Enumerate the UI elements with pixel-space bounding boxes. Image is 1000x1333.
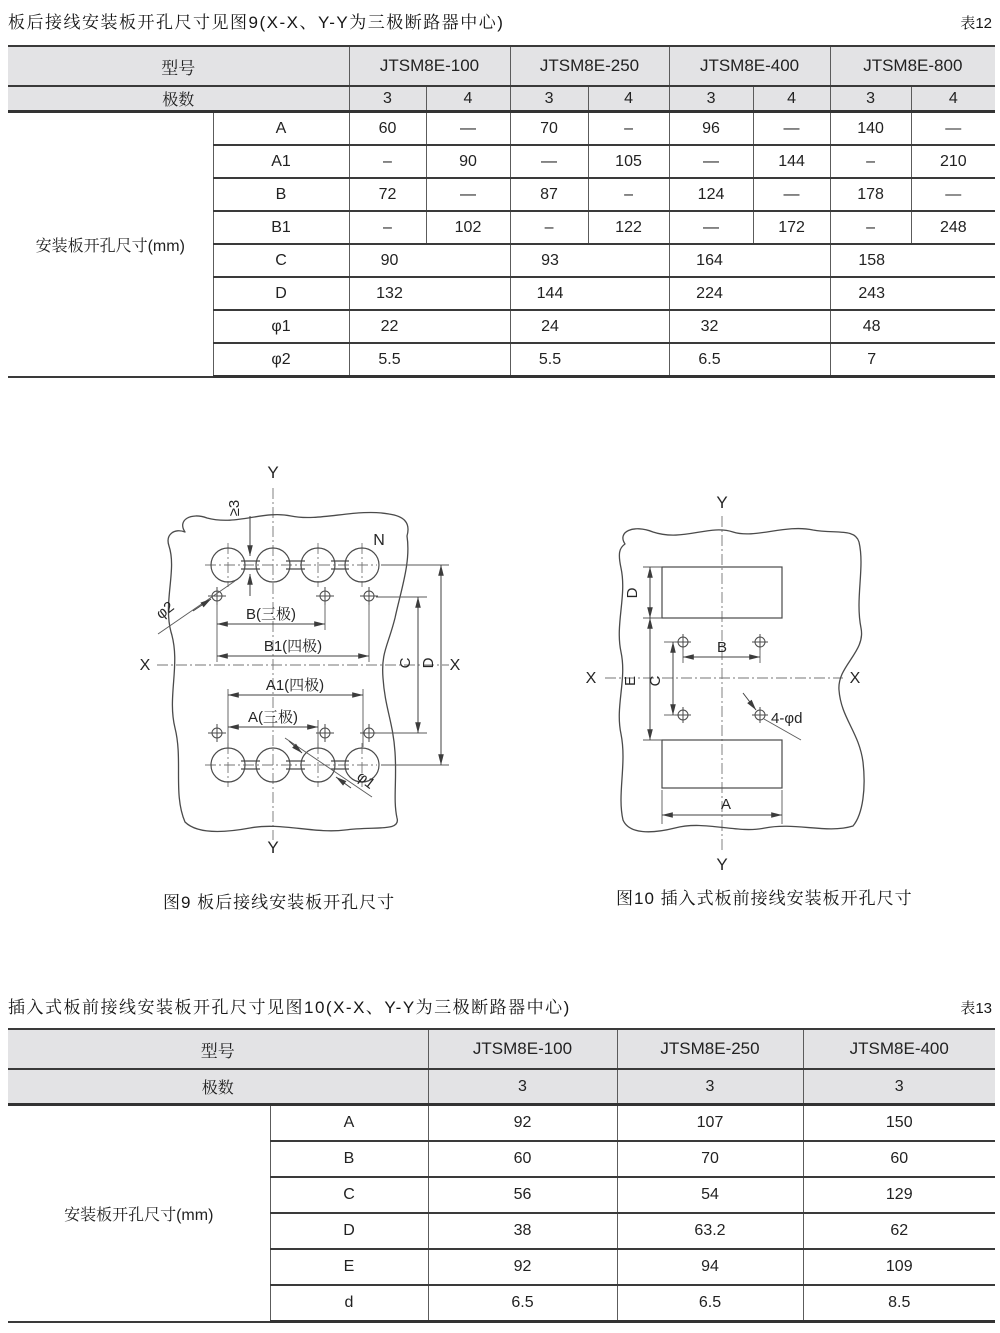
- value-cell: 124: [669, 178, 753, 211]
- value-cell: 94: [617, 1249, 803, 1285]
- table13-poles-row: [8, 1069, 995, 1105]
- model-header-cell: 型号: [8, 46, 349, 86]
- value-cell: 60: [803, 1141, 995, 1177]
- model-cell: JTSM8E-400: [669, 46, 830, 86]
- poles-cell: 4: [426, 86, 510, 112]
- table-13: [8, 1028, 995, 1323]
- value-cell: –: [510, 211, 588, 244]
- value-cell: —: [911, 112, 995, 146]
- figure10-drawing: [575, 480, 895, 880]
- poles-cell: 3: [349, 86, 426, 112]
- y-axis-bottom-label: Y: [716, 855, 728, 874]
- dim-b-3pole-label: B(三极): [246, 606, 296, 623]
- table-row: [8, 1105, 995, 1142]
- value-cell: 7: [830, 343, 995, 377]
- value-cell: 210: [911, 145, 995, 178]
- param-cell: B: [213, 178, 349, 211]
- row-group-label: 安装板开孔尺寸(mm): [8, 1105, 270, 1322]
- dim-b-label: B: [716, 639, 728, 656]
- section1-header: [8, 8, 992, 33]
- poles-cell: 3: [510, 86, 588, 112]
- value-cell: 178: [830, 178, 911, 211]
- figure9-drawing: [105, 450, 485, 920]
- table-row: [8, 112, 995, 146]
- value-cell: 72: [349, 178, 426, 211]
- x-axis-right-label: X: [449, 657, 461, 674]
- poles-cell: 3: [669, 86, 753, 112]
- table13-model-row: [8, 1029, 995, 1069]
- dim-c-label: C: [647, 675, 664, 687]
- value-cell: 172: [753, 211, 830, 244]
- model-cell: JTSM8E-400: [803, 1029, 995, 1069]
- value-cell: 158: [830, 244, 995, 277]
- value-cell: 132: [349, 277, 510, 310]
- value-cell: 5.5: [349, 343, 510, 377]
- value-cell: 24: [510, 310, 669, 343]
- value-cell: 70: [510, 112, 588, 146]
- value-cell: 122: [588, 211, 669, 244]
- value-cell: 129: [803, 1177, 995, 1213]
- param-cell: A: [213, 112, 349, 146]
- y-axis-top-label: Y: [267, 463, 279, 482]
- section2-title: 插入式板前接线安装板开孔尺寸见图10(X-X、Y-Y为三极断路器中心): [8, 998, 571, 1017]
- value-cell: 150: [803, 1105, 995, 1142]
- value-cell: –: [349, 145, 426, 178]
- table12-tag: 表12: [960, 15, 992, 32]
- value-cell: 93: [510, 244, 669, 277]
- param-cell: E: [270, 1249, 428, 1285]
- value-cell: —: [669, 145, 753, 178]
- figure9-caption: 图9 板后接线安装板开孔尺寸: [163, 893, 396, 912]
- dim-c-label: C: [397, 657, 414, 669]
- extension-lines: [643, 567, 782, 824]
- y-axis-top-label: Y: [716, 493, 728, 512]
- table-12: [8, 45, 995, 378]
- value-cell: 92: [428, 1105, 617, 1142]
- param-cell: φ2: [213, 343, 349, 377]
- x-axis-right-label: X: [849, 670, 861, 687]
- value-cell: –: [830, 145, 911, 178]
- param-cell: B: [270, 1141, 428, 1177]
- value-cell: 62: [803, 1213, 995, 1249]
- value-cell: 22: [349, 310, 510, 343]
- value-cell: 105: [588, 145, 669, 178]
- poles-cell: 3: [617, 1069, 803, 1105]
- value-cell: —: [753, 112, 830, 146]
- value-cell: 140: [830, 112, 911, 146]
- poles-cell: 4: [911, 86, 995, 112]
- model-header-cell: 型号: [8, 1029, 428, 1069]
- section2-header: [8, 993, 992, 1018]
- poles-header-cell: 极数: [8, 86, 349, 112]
- poles-cell: 4: [753, 86, 830, 112]
- model-cell: JTSM8E-250: [510, 46, 669, 86]
- holes-callout-label: 4-φd: [771, 710, 803, 727]
- value-cell: 8.5: [803, 1285, 995, 1322]
- min-gap-label: ≥3: [226, 499, 243, 517]
- value-cell: –: [588, 112, 669, 146]
- value-cell: —: [911, 178, 995, 211]
- figure10-caption: 图10 插入式板前接线安装板开孔尺寸: [616, 889, 913, 908]
- value-cell: 5.5: [510, 343, 669, 377]
- poles-cell: 3: [803, 1069, 995, 1105]
- table12-poles-row: [8, 86, 995, 112]
- dim-a-label: A: [720, 796, 732, 813]
- dim-b1-4pole-label: B1(四极): [263, 638, 323, 655]
- param-cell: A: [270, 1105, 428, 1142]
- value-cell: 243: [830, 277, 995, 310]
- phi1-label: φ1: [353, 768, 379, 793]
- value-cell: 164: [669, 244, 830, 277]
- value-cell: 38: [428, 1213, 617, 1249]
- value-cell: 109: [803, 1249, 995, 1285]
- value-cell: –: [349, 211, 426, 244]
- value-cell: 144: [510, 277, 669, 310]
- row-group-label: 安装板开孔尺寸(mm): [8, 112, 213, 377]
- value-cell: 6.5: [428, 1285, 617, 1322]
- poles-cell: 3: [428, 1069, 617, 1105]
- value-cell: 6.5: [617, 1285, 803, 1322]
- value-cell: —: [669, 211, 753, 244]
- value-cell: 6.5: [669, 343, 830, 377]
- neutral-pole-label: N: [373, 532, 385, 549]
- value-cell: 60: [349, 112, 426, 146]
- poles-cell: 4: [588, 86, 669, 112]
- param-cell: C: [213, 244, 349, 277]
- param-cell: A1: [213, 145, 349, 178]
- value-cell: 60: [428, 1141, 617, 1177]
- model-cell: JTSM8E-100: [349, 46, 510, 86]
- dim-d-label: D: [624, 587, 641, 599]
- value-cell: 144: [753, 145, 830, 178]
- value-cell: 70: [617, 1141, 803, 1177]
- param-cell: D: [270, 1213, 428, 1249]
- value-cell: –: [830, 211, 911, 244]
- value-cell: 87: [510, 178, 588, 211]
- param-cell: D: [213, 277, 349, 310]
- dimension-lines: [158, 516, 441, 797]
- value-cell: —: [426, 112, 510, 146]
- model-cell: JTSM8E-800: [830, 46, 995, 86]
- param-cell: φ1: [213, 310, 349, 343]
- param-cell: C: [270, 1177, 428, 1213]
- value-cell: 32: [669, 310, 830, 343]
- value-cell: –: [588, 178, 669, 211]
- value-cell: 107: [617, 1105, 803, 1142]
- value-cell: —: [753, 178, 830, 211]
- value-cell: 102: [426, 211, 510, 244]
- poles-cell: 3: [830, 86, 911, 112]
- dim-d-label: D: [420, 657, 437, 669]
- poles-header-cell: 极数: [8, 1069, 428, 1105]
- dim-e-label: E: [622, 675, 639, 687]
- dim-a-3pole-label: A(三极): [248, 709, 298, 726]
- value-cell: 96: [669, 112, 753, 146]
- table12-model-row: [8, 46, 995, 86]
- value-cell: 48: [830, 310, 995, 343]
- table13-tag: 表13: [960, 1000, 992, 1017]
- value-cell: 56: [428, 1177, 617, 1213]
- value-cell: 63.2: [617, 1213, 803, 1249]
- value-cell: 90: [349, 244, 510, 277]
- param-cell: B1: [213, 211, 349, 244]
- model-cell: JTSM8E-250: [617, 1029, 803, 1069]
- value-cell: 248: [911, 211, 995, 244]
- section1-title: 板后接线安装板开孔尺寸见图9(X-X、Y-Y为三极断路器中心): [8, 13, 505, 32]
- dimension-lines: [650, 567, 801, 815]
- param-cell: d: [270, 1285, 428, 1322]
- y-axis-bottom-label: Y: [267, 838, 279, 857]
- value-cell: —: [426, 178, 510, 211]
- x-axis-left-label: X: [585, 670, 597, 687]
- value-cell: 90: [426, 145, 510, 178]
- value-cell: 92: [428, 1249, 617, 1285]
- model-cell: JTSM8E-100: [428, 1029, 617, 1069]
- value-cell: —: [510, 145, 588, 178]
- value-cell: 54: [617, 1177, 803, 1213]
- value-cell: 224: [669, 277, 830, 310]
- phi2-label: φ2: [152, 598, 178, 623]
- dim-a1-4pole-label: A1(四极): [265, 677, 325, 694]
- x-axis-left-label: X: [139, 657, 151, 674]
